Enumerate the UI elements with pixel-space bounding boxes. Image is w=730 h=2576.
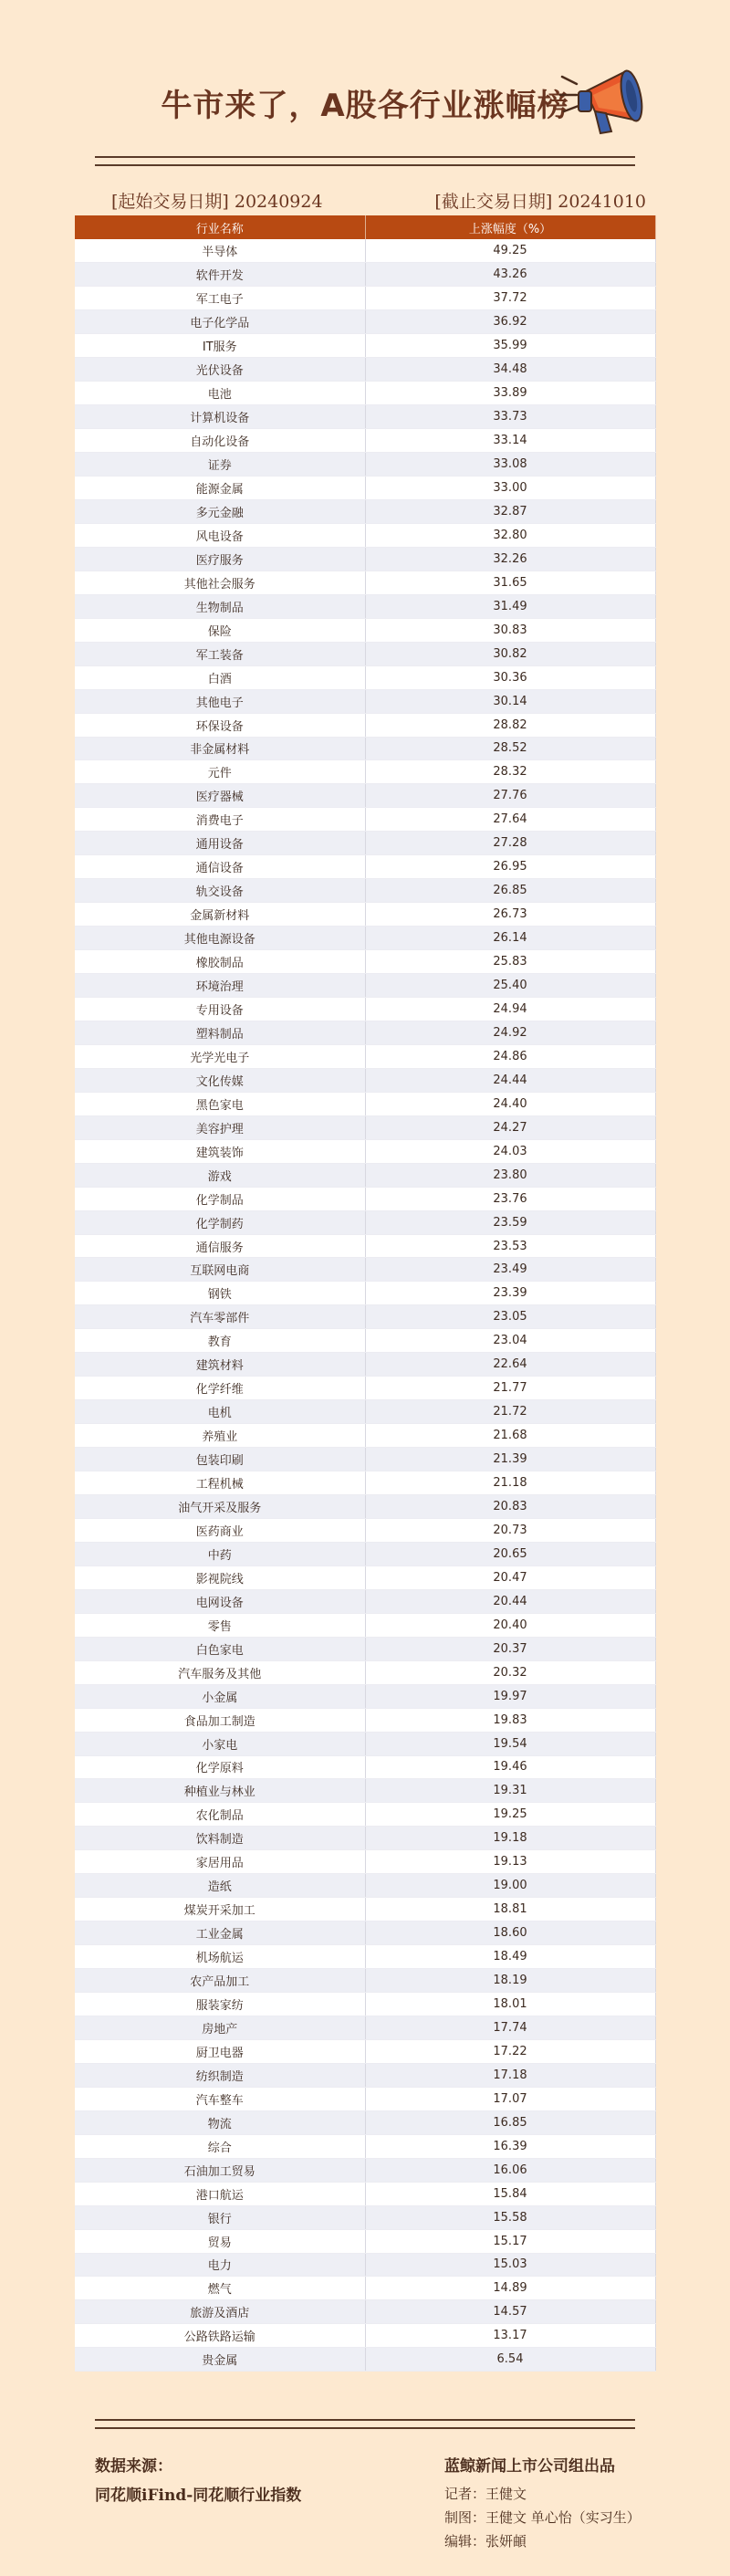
table-row xyxy=(75,689,655,713)
table-row xyxy=(75,1803,655,1827)
industry-name-cell: 金属新材料 xyxy=(75,903,365,927)
industry-name-cell: 能源金属 xyxy=(75,476,365,500)
industry-name-cell: 电机 xyxy=(75,1400,365,1424)
gain-value-cell: 24.92 xyxy=(365,1021,655,1044)
table-row xyxy=(75,855,655,879)
gain-value-cell: 20.47 xyxy=(365,1565,655,1589)
table-row xyxy=(75,784,655,808)
table-row xyxy=(75,974,655,998)
industry-name-cell: 公路铁路运输 xyxy=(75,2324,365,2348)
industry-name-cell: 通用设备 xyxy=(75,832,365,855)
industry-name-cell: 软件开发 xyxy=(75,263,365,287)
gain-value-cell: 23.76 xyxy=(365,1187,655,1210)
industry-name-cell: 风电设备 xyxy=(75,523,365,547)
gain-value-cell: 36.92 xyxy=(365,310,655,334)
gain-value-cell: 27.64 xyxy=(365,808,655,832)
table-row xyxy=(75,1874,655,1898)
industry-name-cell: 电子化学品 xyxy=(75,310,365,334)
industry-name-cell: 港口航运 xyxy=(75,2182,365,2205)
industry-name-cell: 光伏设备 xyxy=(75,358,365,382)
gain-value-cell: 19.46 xyxy=(365,1755,655,1779)
table-row xyxy=(75,1660,655,1684)
industry-name-cell: 机场航运 xyxy=(75,1945,365,1969)
gain-value-cell: 21.18 xyxy=(365,1471,655,1495)
table-row xyxy=(75,1969,655,1993)
gain-value-cell: 27.76 xyxy=(365,784,655,808)
table-row xyxy=(75,1234,655,1258)
industry-name-cell: 物流 xyxy=(75,2110,365,2134)
industry-name-cell: 农产品加工 xyxy=(75,1969,365,1993)
industry-name-cell: 化学原料 xyxy=(75,1755,365,1779)
table-row xyxy=(75,1613,655,1637)
gain-value-cell: 30.82 xyxy=(365,642,655,665)
table-row xyxy=(75,2300,655,2324)
megaphone-icon xyxy=(558,64,659,146)
table-row xyxy=(75,263,655,287)
table-row xyxy=(75,950,655,974)
gain-value-cell: 15.17 xyxy=(365,2229,655,2253)
gain-value-cell: 15.03 xyxy=(365,2253,655,2277)
industry-name-cell: 电网设备 xyxy=(75,1589,365,1613)
gain-value-cell: 17.07 xyxy=(365,2087,655,2110)
industry-name-cell: 计算机设备 xyxy=(75,405,365,429)
industry-name-cell: 美容护理 xyxy=(75,1115,365,1139)
industry-name-cell: 影视院线 xyxy=(75,1565,365,1589)
industry-name-cell: 化学制品 xyxy=(75,1187,365,1210)
column-header-industry: 行业名称 xyxy=(75,215,365,239)
table-row xyxy=(75,1732,655,1755)
table-row xyxy=(75,1282,655,1305)
table-row xyxy=(75,2205,655,2229)
gain-value-cell: 32.26 xyxy=(365,547,655,571)
table-row xyxy=(75,1542,655,1565)
gain-value-cell: 16.85 xyxy=(365,2110,655,2134)
gain-value-cell: 19.97 xyxy=(365,1684,655,1708)
table-body xyxy=(75,239,655,2372)
gain-value-cell: 24.40 xyxy=(365,1092,655,1115)
gain-value-cell: 20.73 xyxy=(365,1518,655,1542)
gain-value-cell: 24.27 xyxy=(365,1115,655,1139)
industry-name-cell: 工业金属 xyxy=(75,1922,365,1945)
industry-name-cell: 饮料制造 xyxy=(75,1827,365,1850)
gain-value-cell: 23.39 xyxy=(365,1282,655,1305)
producer-credit: 制图：王健文 单心怡（实习生） xyxy=(444,2509,641,2526)
table-row xyxy=(75,2110,655,2134)
industry-name-cell: 综合 xyxy=(75,2134,365,2158)
table-row xyxy=(75,1565,655,1589)
gain-value-cell: 33.73 xyxy=(365,405,655,429)
gain-value-cell: 28.32 xyxy=(365,760,655,784)
industry-name-cell: 小金属 xyxy=(75,1684,365,1708)
gain-value-cell: 26.85 xyxy=(365,879,655,903)
gain-value-cell: 19.83 xyxy=(365,1708,655,1732)
table-row xyxy=(75,523,655,547)
table-row xyxy=(75,903,655,927)
gain-value-cell: 30.83 xyxy=(365,618,655,642)
industry-name-cell: 化学制药 xyxy=(75,1210,365,1234)
gain-value-cell: 33.00 xyxy=(365,476,655,500)
gain-value-cell: 19.31 xyxy=(365,1779,655,1803)
table-row xyxy=(75,2324,655,2348)
table-row xyxy=(75,1448,655,1471)
table-header-row xyxy=(75,215,655,239)
industry-name-cell: 家居用品 xyxy=(75,1850,365,1874)
table-row xyxy=(75,1424,655,1448)
table-row xyxy=(75,713,655,737)
gain-value-cell: 33.08 xyxy=(365,453,655,476)
source-value: 同花顺iFind-同花顺行业指数 xyxy=(95,2487,302,2505)
table-row xyxy=(75,760,655,784)
gain-value-cell: 19.25 xyxy=(365,1803,655,1827)
table-row xyxy=(75,547,655,571)
gain-value-cell: 6.54 xyxy=(365,2348,655,2372)
gain-value-cell: 17.74 xyxy=(365,2016,655,2039)
divider-bottom-2 xyxy=(95,2427,635,2429)
gain-value-cell: 33.89 xyxy=(365,382,655,405)
gain-value-cell: 20.40 xyxy=(365,1613,655,1637)
industry-name-cell: 种植业与林业 xyxy=(75,1779,365,1803)
industry-name-cell: 汽车整车 xyxy=(75,2087,365,2110)
table-row xyxy=(75,879,655,903)
gain-value-cell: 18.01 xyxy=(365,1993,655,2016)
gain-value-cell: 21.72 xyxy=(365,1400,655,1424)
table-row xyxy=(75,310,655,334)
table-row xyxy=(75,1021,655,1044)
industry-name-cell: 生物制品 xyxy=(75,594,365,618)
industry-name-cell: 元件 xyxy=(75,760,365,784)
gain-value-cell: 23.05 xyxy=(365,1305,655,1329)
industry-name-cell: 证券 xyxy=(75,453,365,476)
table-row xyxy=(75,571,655,594)
gain-value-cell: 23.80 xyxy=(365,1163,655,1187)
gain-value-cell: 20.32 xyxy=(365,1660,655,1684)
industry-name-cell: 环境治理 xyxy=(75,974,365,998)
table-row xyxy=(75,2016,655,2039)
gain-value-cell: 17.18 xyxy=(365,2063,655,2087)
industry-name-cell: 非金属材料 xyxy=(75,737,365,760)
industry-name-cell: 零售 xyxy=(75,1613,365,1637)
table-row xyxy=(75,1518,655,1542)
industry-name-cell: 农化制品 xyxy=(75,1803,365,1827)
table-row xyxy=(75,618,655,642)
gain-value-cell: 23.53 xyxy=(365,1234,655,1258)
table-row xyxy=(75,334,655,358)
gain-value-cell: 30.36 xyxy=(365,665,655,689)
gain-value-cell: 31.49 xyxy=(365,594,655,618)
table-row xyxy=(75,1305,655,1329)
gain-value-cell: 23.49 xyxy=(365,1258,655,1282)
industry-name-cell: 房地产 xyxy=(75,2016,365,2039)
start-date: [起始交易日期] 20240924 xyxy=(111,192,323,212)
industry-name-cell: 小家电 xyxy=(75,1732,365,1755)
gain-value-cell: 18.19 xyxy=(365,1969,655,1993)
industry-name-cell: 橡胶制品 xyxy=(75,950,365,974)
gain-value-cell: 24.86 xyxy=(365,1044,655,1068)
industry-name-cell: 电池 xyxy=(75,382,365,405)
table-row xyxy=(75,1210,655,1234)
industry-name-cell: 煤炭开采加工 xyxy=(75,1898,365,1922)
industry-name-cell: 消费电子 xyxy=(75,808,365,832)
table-row xyxy=(75,1092,655,1115)
industry-name-cell: 通信设备 xyxy=(75,855,365,879)
divider-top-1 xyxy=(95,156,635,158)
gain-value-cell: 26.95 xyxy=(365,855,655,879)
table-row xyxy=(75,1258,655,1282)
table-row xyxy=(75,287,655,310)
gain-value-cell: 16.06 xyxy=(365,2158,655,2182)
industry-name-cell: 化学纤维 xyxy=(75,1377,365,1400)
industry-name-cell: 造纸 xyxy=(75,1874,365,1898)
gain-value-cell: 37.72 xyxy=(365,287,655,310)
table-row xyxy=(75,2348,655,2372)
gain-value-cell: 19.13 xyxy=(365,1850,655,1874)
header xyxy=(0,0,730,146)
gain-value-cell: 35.99 xyxy=(365,334,655,358)
gain-value-cell: 26.73 xyxy=(365,903,655,927)
table-row xyxy=(75,594,655,618)
gain-value-cell: 15.84 xyxy=(365,2182,655,2205)
industry-name-cell: 纺织制造 xyxy=(75,2063,365,2087)
table-row xyxy=(75,382,655,405)
industry-name-cell: 军工装备 xyxy=(75,642,365,665)
industry-name-cell: 白色家电 xyxy=(75,1637,365,1660)
divider-bottom-1 xyxy=(95,2419,635,2421)
industry-name-cell: 保险 xyxy=(75,618,365,642)
table-row xyxy=(75,1163,655,1187)
table-row xyxy=(75,1708,655,1732)
gain-value-cell: 17.22 xyxy=(365,2039,655,2063)
table-row xyxy=(75,1471,655,1495)
industry-name-cell: 旅游及酒店 xyxy=(75,2300,365,2324)
gain-value-cell: 23.04 xyxy=(365,1329,655,1353)
gain-value-cell: 26.14 xyxy=(365,927,655,950)
industry-name-cell: 多元金融 xyxy=(75,499,365,523)
table-row xyxy=(75,998,655,1021)
table-row xyxy=(75,1993,655,2016)
table-row xyxy=(75,1637,655,1660)
table-row xyxy=(75,1684,655,1708)
industry-name-cell: 电力 xyxy=(75,2253,365,2277)
page-title: 牛市来了，A股各行业涨幅榜 xyxy=(161,88,569,124)
table-row xyxy=(75,1329,655,1353)
industry-name-cell: 石油加工贸易 xyxy=(75,2158,365,2182)
industry-name-cell: 汽车服务及其他 xyxy=(75,1660,365,1684)
table-row xyxy=(75,2182,655,2205)
gain-value-cell: 25.83 xyxy=(365,950,655,974)
table-row xyxy=(75,1850,655,1874)
industry-name-cell: 服装家纺 xyxy=(75,1993,365,2016)
table-row xyxy=(75,2087,655,2110)
gain-value-cell: 20.37 xyxy=(365,1637,655,1660)
gain-value-cell: 43.26 xyxy=(365,263,655,287)
industry-name-cell: 医疗器械 xyxy=(75,784,365,808)
table-row xyxy=(75,1945,655,1969)
gain-value-cell: 33.14 xyxy=(365,429,655,453)
gain-value-cell: 24.03 xyxy=(365,1139,655,1163)
gain-value-cell: 28.82 xyxy=(365,713,655,737)
table-row xyxy=(75,1353,655,1377)
gain-value-cell: 24.44 xyxy=(365,1068,655,1092)
table-row xyxy=(75,737,655,760)
gain-value-cell: 25.40 xyxy=(365,974,655,998)
industry-name-cell: 工程机械 xyxy=(75,1471,365,1495)
gain-value-cell: 18.49 xyxy=(365,1945,655,1969)
industry-name-cell: 环保设备 xyxy=(75,713,365,737)
industry-name-cell: 厨卫电器 xyxy=(75,2039,365,2063)
industry-gain-table xyxy=(75,215,656,2372)
gain-value-cell: 30.14 xyxy=(365,689,655,713)
industry-name-cell: 其他社会服务 xyxy=(75,571,365,594)
table-row xyxy=(75,1755,655,1779)
table-row xyxy=(75,1044,655,1068)
industry-name-cell: IT服务 xyxy=(75,334,365,358)
gain-value-cell: 21.39 xyxy=(365,1448,655,1471)
table-row xyxy=(75,2063,655,2087)
table-row xyxy=(75,239,655,263)
date-range xyxy=(75,188,655,212)
gain-value-cell: 22.64 xyxy=(365,1353,655,1377)
table-row xyxy=(75,832,655,855)
gain-value-cell: 20.65 xyxy=(365,1542,655,1565)
industry-name-cell: 燃气 xyxy=(75,2277,365,2300)
gain-value-cell: 34.48 xyxy=(365,358,655,382)
editor-credit: 编辑：张妍頔 xyxy=(444,2533,527,2550)
industry-name-cell: 教育 xyxy=(75,1329,365,1353)
table-row xyxy=(75,453,655,476)
table-row xyxy=(75,1589,655,1613)
table-row xyxy=(75,1115,655,1139)
table-row xyxy=(75,1495,655,1519)
gain-value-cell: 13.17 xyxy=(365,2324,655,2348)
industry-name-cell: 黑色家电 xyxy=(75,1092,365,1115)
industry-name-cell: 其他电子 xyxy=(75,689,365,713)
table-row xyxy=(75,808,655,832)
industry-name-cell: 文化传媒 xyxy=(75,1068,365,1092)
gain-value-cell: 32.87 xyxy=(365,499,655,523)
industry-name-cell: 银行 xyxy=(75,2205,365,2229)
gain-value-cell: 28.52 xyxy=(365,737,655,760)
table-row xyxy=(75,1377,655,1400)
table-row xyxy=(75,1139,655,1163)
industry-name-cell: 专用设备 xyxy=(75,998,365,1021)
industry-name-cell: 塑料制品 xyxy=(75,1021,365,1044)
industry-name-cell: 贸易 xyxy=(75,2229,365,2253)
gain-value-cell: 21.68 xyxy=(365,1424,655,1448)
org-credit: 蓝鲸新闻上市公司组出品 xyxy=(444,2457,615,2476)
reporter-credit: 记者：王健文 xyxy=(444,2486,527,2502)
industry-name-cell: 包装印刷 xyxy=(75,1448,365,1471)
gain-value-cell: 19.18 xyxy=(365,1827,655,1850)
table-row xyxy=(75,2229,655,2253)
industry-name-cell: 互联网电商 xyxy=(75,1258,365,1282)
industry-name-cell: 医疗服务 xyxy=(75,547,365,571)
table-row xyxy=(75,1898,655,1922)
industry-name-cell: 中药 xyxy=(75,1542,365,1565)
divider-top-2 xyxy=(95,164,635,166)
gain-value-cell: 24.94 xyxy=(365,998,655,1021)
end-date: [截止交易日期] 20241010 xyxy=(434,192,646,212)
gain-value-cell: 18.60 xyxy=(365,1922,655,1945)
table-row xyxy=(75,2039,655,2063)
gain-value-cell: 23.59 xyxy=(365,1210,655,1234)
table-row xyxy=(75,405,655,429)
industry-name-cell: 汽车零部件 xyxy=(75,1305,365,1329)
column-header-gain: 上涨幅度（%） xyxy=(365,215,655,239)
industry-name-cell: 军工电子 xyxy=(75,287,365,310)
industry-name-cell: 白酒 xyxy=(75,665,365,689)
table-row xyxy=(75,927,655,950)
table-row xyxy=(75,642,655,665)
industry-name-cell: 贵金属 xyxy=(75,2348,365,2372)
industry-name-cell: 半导体 xyxy=(75,239,365,263)
gain-value-cell: 19.54 xyxy=(365,1732,655,1755)
industry-name-cell: 养殖业 xyxy=(75,1424,365,1448)
gain-value-cell: 14.57 xyxy=(365,2300,655,2324)
table-row xyxy=(75,499,655,523)
table-row xyxy=(75,1827,655,1850)
industry-name-cell: 建筑装饰 xyxy=(75,1139,365,1163)
industry-name-cell: 食品加工制造 xyxy=(75,1708,365,1732)
gain-value-cell: 20.44 xyxy=(365,1589,655,1613)
gain-value-cell: 16.39 xyxy=(365,2134,655,2158)
table-row xyxy=(75,1400,655,1424)
gain-value-cell: 21.77 xyxy=(365,1377,655,1400)
industry-name-cell: 钢铁 xyxy=(75,1282,365,1305)
table-row xyxy=(75,2158,655,2182)
industry-name-cell: 其他电源设备 xyxy=(75,927,365,950)
table-row xyxy=(75,2253,655,2277)
table-row xyxy=(75,1187,655,1210)
table-row xyxy=(75,1779,655,1803)
gain-value-cell: 18.81 xyxy=(365,1898,655,1922)
industry-name-cell: 自动化设备 xyxy=(75,429,365,453)
gain-value-cell: 19.00 xyxy=(365,1874,655,1898)
gain-value-cell: 20.83 xyxy=(365,1495,655,1519)
table-row xyxy=(75,1068,655,1092)
industry-name-cell: 游戏 xyxy=(75,1163,365,1187)
gain-value-cell: 31.65 xyxy=(365,571,655,594)
table-row xyxy=(75,2134,655,2158)
gain-value-cell: 14.89 xyxy=(365,2277,655,2300)
gain-value-cell: 27.28 xyxy=(365,832,655,855)
table-row xyxy=(75,429,655,453)
table-row xyxy=(75,476,655,500)
gain-value-cell: 49.25 xyxy=(365,239,655,263)
industry-name-cell: 通信服务 xyxy=(75,1234,365,1258)
industry-name-cell: 光学光电子 xyxy=(75,1044,365,1068)
table-row xyxy=(75,665,655,689)
industry-name-cell: 轨交设备 xyxy=(75,879,365,903)
table-row xyxy=(75,358,655,382)
gain-value-cell: 15.58 xyxy=(365,2205,655,2229)
gain-value-cell: 32.80 xyxy=(365,523,655,547)
table-row xyxy=(75,2277,655,2300)
industry-name-cell: 油气开采及服务 xyxy=(75,1495,365,1519)
industry-name-cell: 医药商业 xyxy=(75,1518,365,1542)
industry-name-cell: 建筑材料 xyxy=(75,1353,365,1377)
table-row xyxy=(75,1922,655,1945)
source-label: 数据来源： xyxy=(95,2457,172,2476)
